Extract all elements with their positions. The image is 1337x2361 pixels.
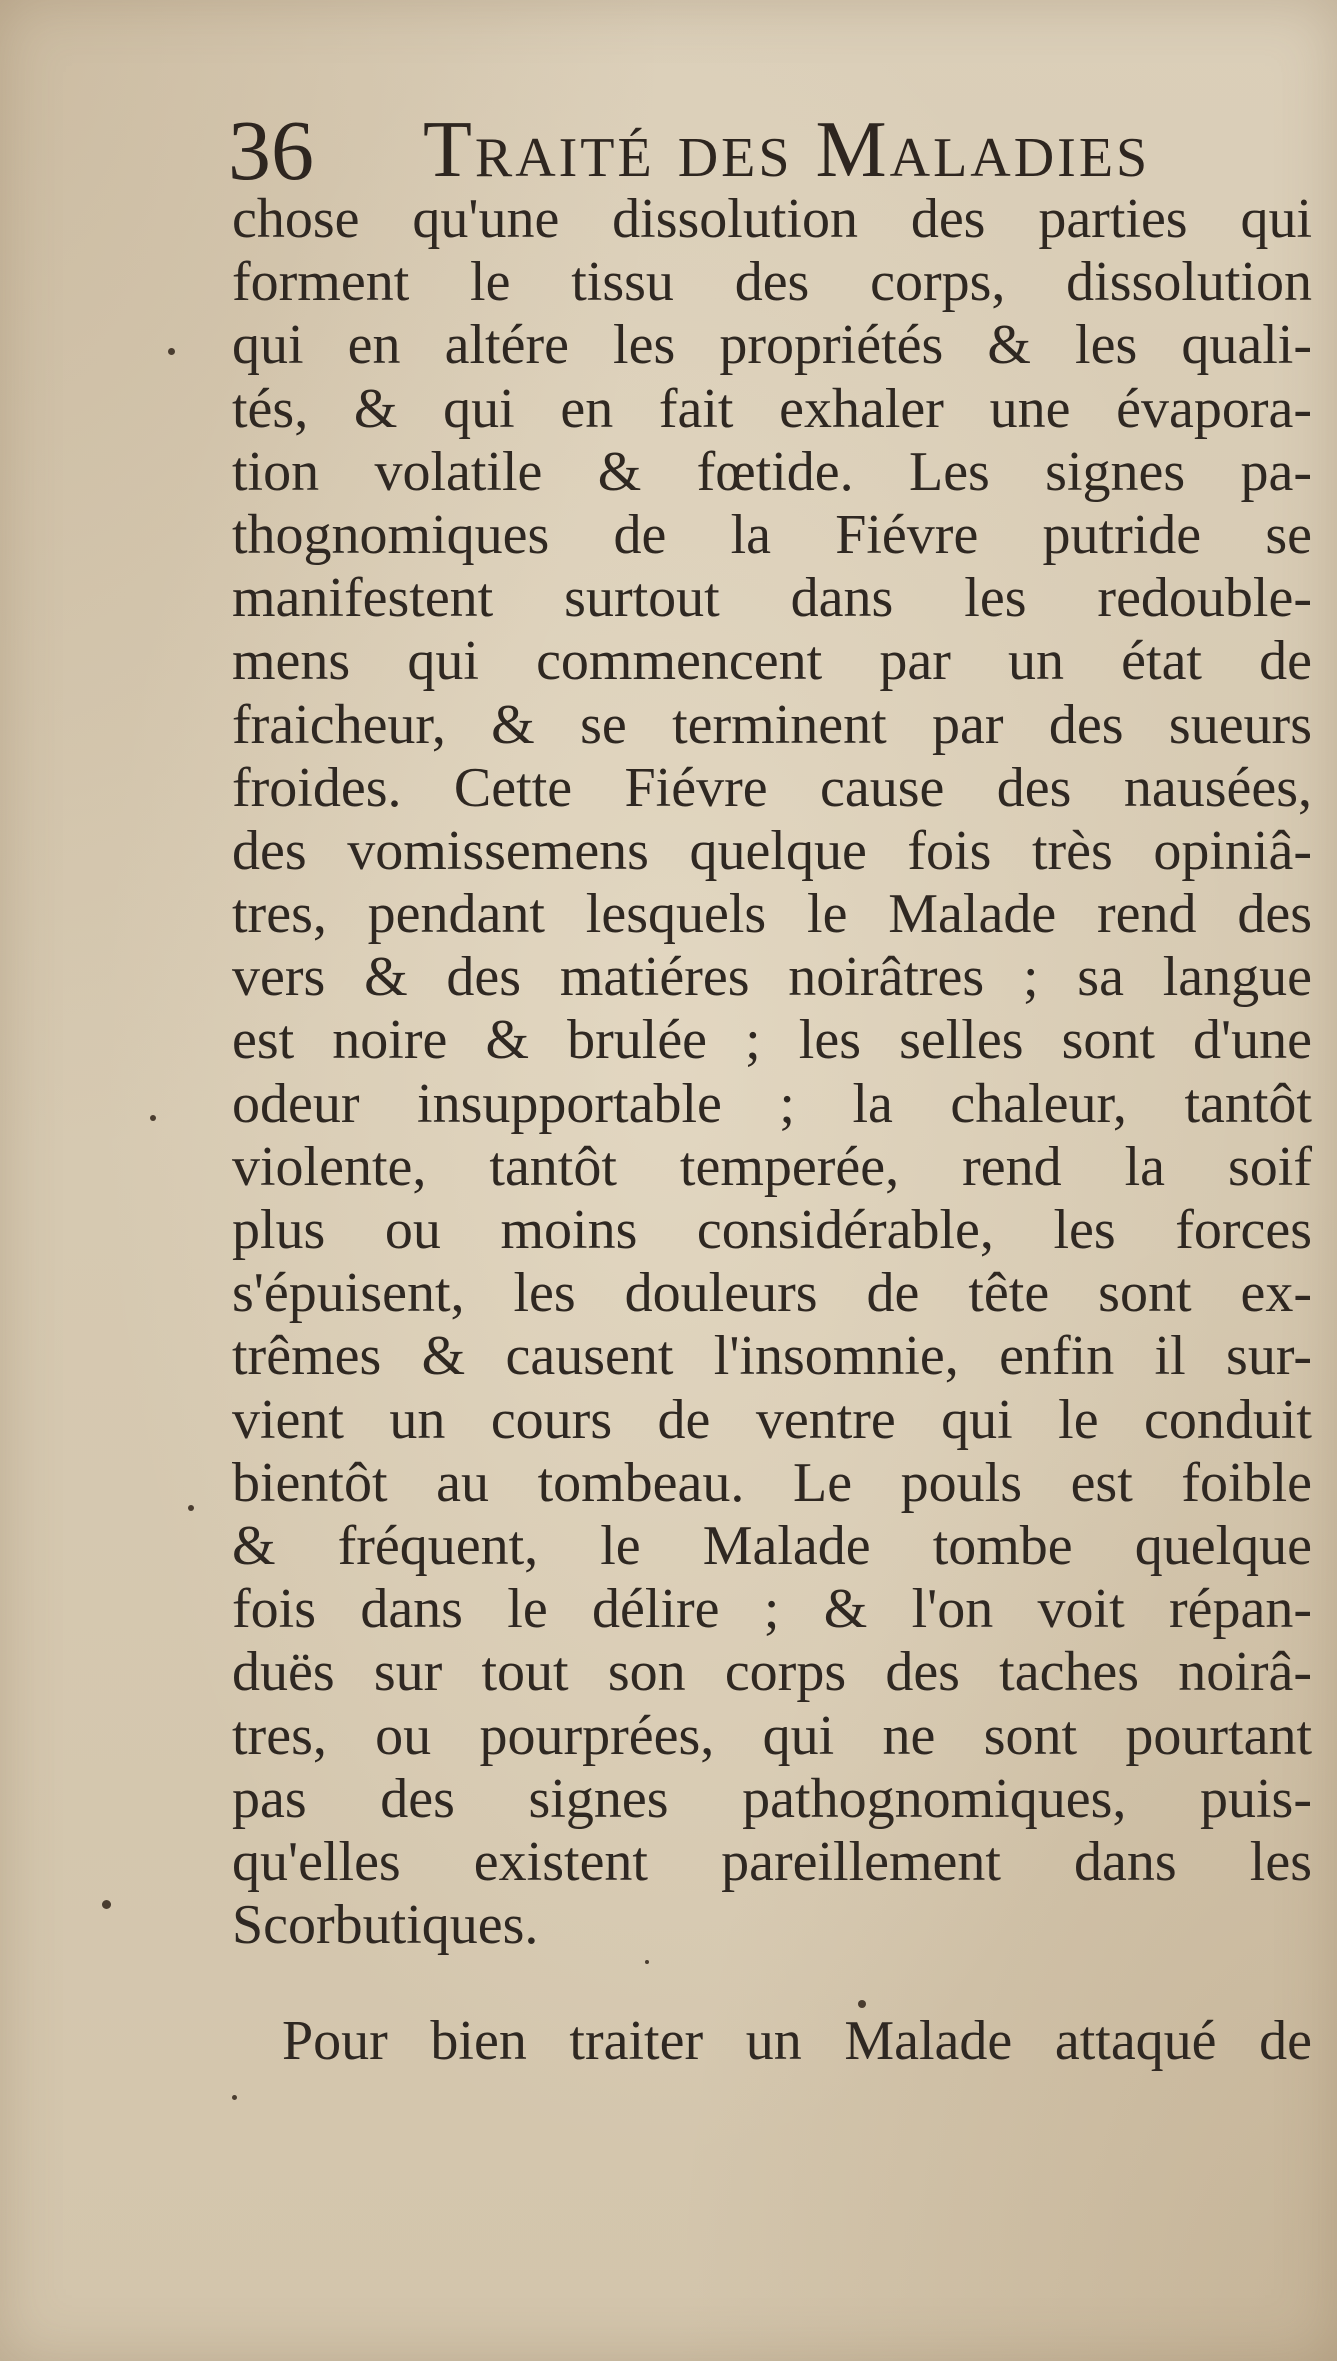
page-number: 36 — [228, 102, 314, 198]
text-line: chose qu'une dissolution des parties qui — [232, 188, 1312, 250]
paper-speck — [168, 348, 175, 355]
text-line: plus ou moins considérable, les forces — [232, 1199, 1312, 1261]
paper-speck — [150, 1115, 156, 1121]
text-line: thognomiques de la Fiévre putride se — [232, 503, 1312, 566]
paper-speck — [188, 1505, 194, 1511]
text-line: s'épuisent, les douleurs de tête sont ex- — [232, 1262, 1312, 1325]
paper-speck — [102, 1900, 111, 1909]
text-line: est noire & brulée ; les selles sont d'une — [232, 1009, 1312, 1072]
page-header — [228, 102, 1228, 198]
paper-speck — [858, 2000, 866, 2008]
text-line-indented: Pour bien traiter un Malade attaqué de — [282, 2010, 1312, 2072]
text-line: pas des signes pathognomiques, puis- — [232, 1767, 1312, 1830]
text-line-last: Scorbutiques. — [232, 1894, 539, 1957]
text-line: tion volatile & fœtide. Les signes pa- — [232, 440, 1312, 503]
text-line: tés, & qui en fait exhaler une évapora- — [232, 377, 1312, 440]
text-line: fraicheur, & se terminent par des sueurs — [232, 693, 1312, 756]
text-line: violente, tantôt temperée, rend la soif — [232, 1135, 1312, 1198]
text-line: qui en altére les propriétés & les quali- — [232, 314, 1312, 377]
paper-speck — [645, 1960, 649, 1964]
text-line: froides. Cette Fiévre cause des nausées, — [232, 756, 1312, 819]
text-line: duës sur tout son corps des taches noirâ- — [232, 1641, 1312, 1704]
text-line: des vomissemens quelque fois très opiniâ- — [232, 819, 1312, 882]
paragraph-next — [232, 2010, 1312, 2073]
text-line: fois dans le délire ; & l'on voit répan- — [232, 1578, 1312, 1641]
text-line: tres, ou pourprées, qui ne sont pourtant — [232, 1704, 1312, 1767]
text-line: qu'elles existent pareillement dans les — [232, 1830, 1312, 1893]
paragraph-main — [232, 188, 1312, 1957]
text-line: manifestent surtout dans les redouble- — [232, 567, 1312, 630]
text-line: vers & des matiéres noirâtres ; sa langue — [232, 946, 1312, 1009]
text-line: mens qui commencent par un état de — [232, 630, 1312, 693]
text-line: trêmes & causent l'insomnie, enfin il sur- — [232, 1325, 1312, 1388]
text-line: bientôt au tombeau. Le pouls est foible — [232, 1451, 1312, 1514]
text-line: & fréquent, le Malade tombe quelque — [232, 1514, 1312, 1577]
text-line: tres, pendant lesquels le Malade rend des — [232, 883, 1312, 946]
text-line: odeur insupportable ; la chaleur, tantôt — [232, 1072, 1312, 1135]
running-title: Traité des Maladies — [423, 106, 1151, 194]
paper-speck — [232, 2095, 237, 2100]
text-line: forment le tissu des corps, dissolution — [232, 251, 1312, 314]
text-line: vient un cours de ventre qui le conduit — [232, 1388, 1312, 1451]
